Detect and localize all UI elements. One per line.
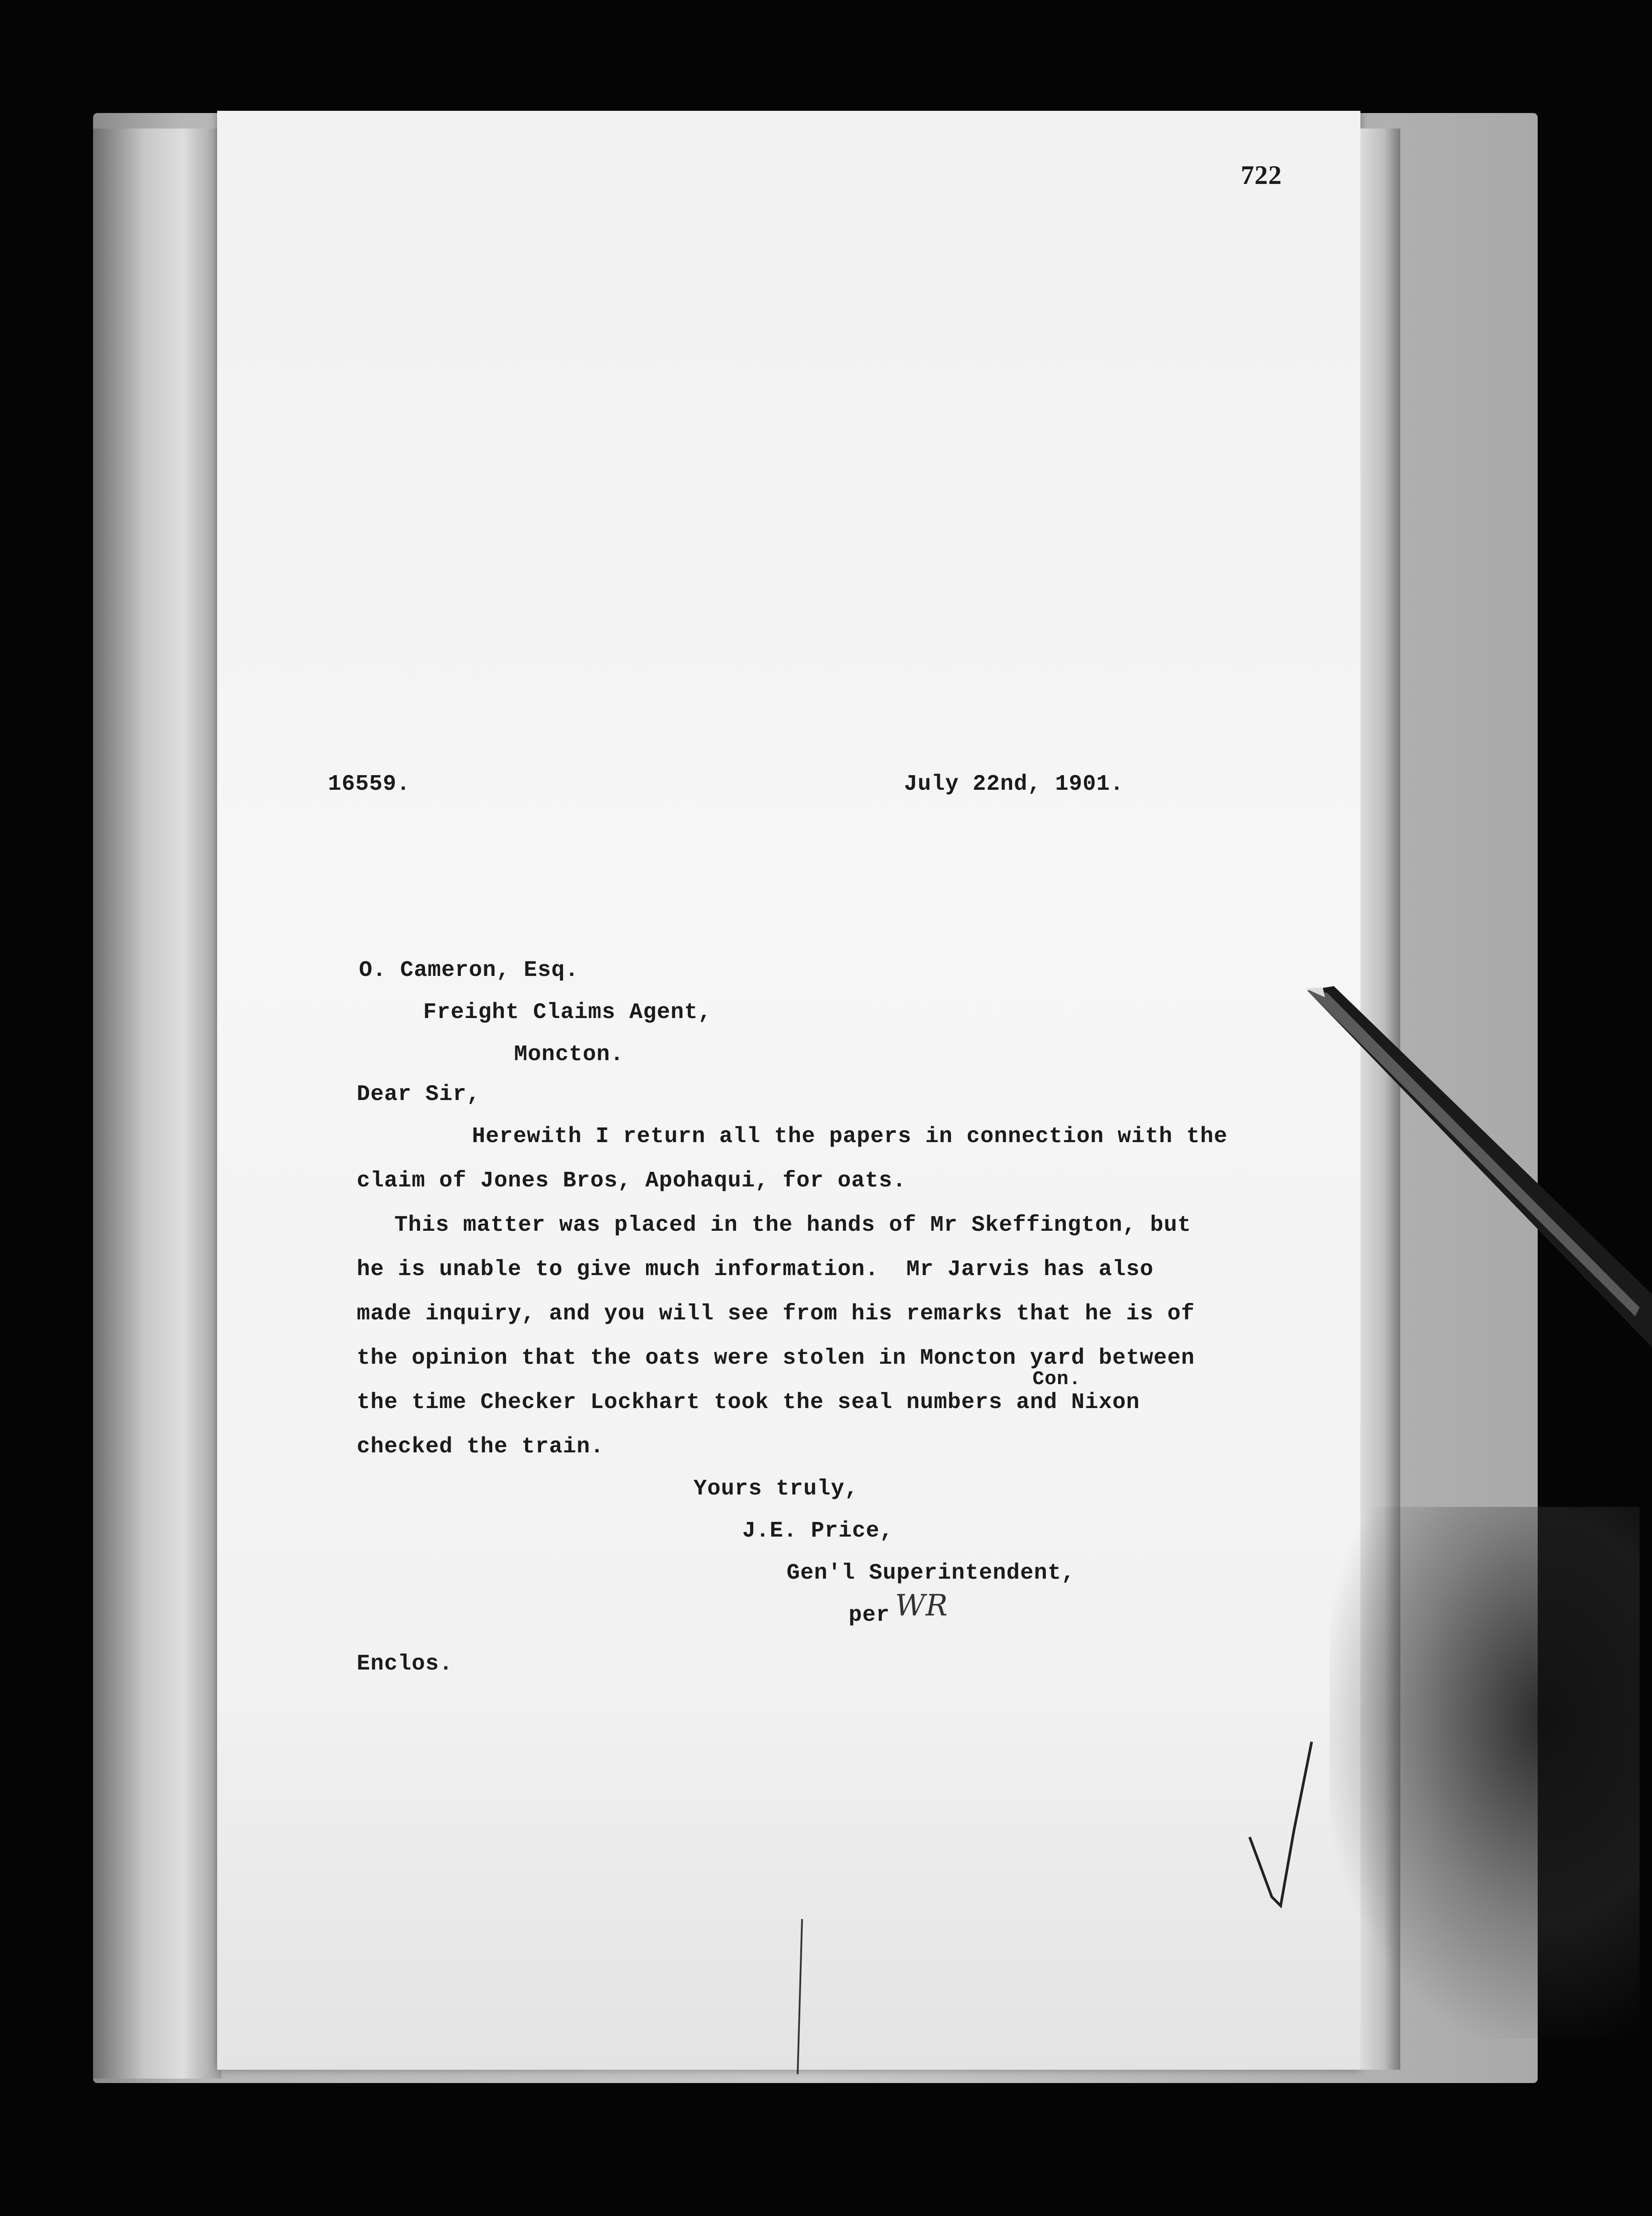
- closing: Yours truly,: [694, 1476, 859, 1502]
- body-line: made inquiry, and you will see from his remarks that he is of: [357, 1301, 1195, 1326]
- page-shadow: [1329, 1507, 1640, 2039]
- interlinear-correction: Con.: [1032, 1368, 1081, 1390]
- enclosure-note: Enclos.: [357, 1651, 453, 1677]
- body-line: This matter was placed in the hands of Mr Skeffington, but: [394, 1213, 1192, 1238]
- binding-strip: [93, 129, 222, 2079]
- body-line: checked the train.: [357, 1434, 604, 1459]
- recipient-name: O. Cameron, Esq.: [359, 958, 579, 983]
- page-number: 722: [1241, 160, 1282, 190]
- handwritten-initials: WR: [895, 1588, 948, 1623]
- signer-name: J.E. Price,: [742, 1518, 894, 1544]
- body-line: the time Checker Lockhart took the seal numbers and Nixon: [357, 1390, 1140, 1415]
- body-line: the opinion that the oats were stolen in Moncton yard between: [357, 1346, 1195, 1371]
- body-line: he is unable to give much information. Mr Jarvis has also: [357, 1257, 1154, 1282]
- reference-number: 16559.: [328, 772, 411, 797]
- body-line: claim of Jones Bros, Apohaqui, for oats.: [357, 1168, 907, 1194]
- per-label: per: [849, 1603, 890, 1628]
- body-line: Herewith I return all the papers in connection with the: [472, 1124, 1228, 1149]
- signer-title: Gen'l Superintendent,: [787, 1561, 1075, 1586]
- salutation: Dear Sir,: [357, 1082, 481, 1107]
- recipient-title: Freight Claims Agent,: [423, 1000, 712, 1025]
- recipient-place: Moncton.: [514, 1042, 624, 1067]
- letter-date: July 22nd, 1901.: [904, 772, 1124, 797]
